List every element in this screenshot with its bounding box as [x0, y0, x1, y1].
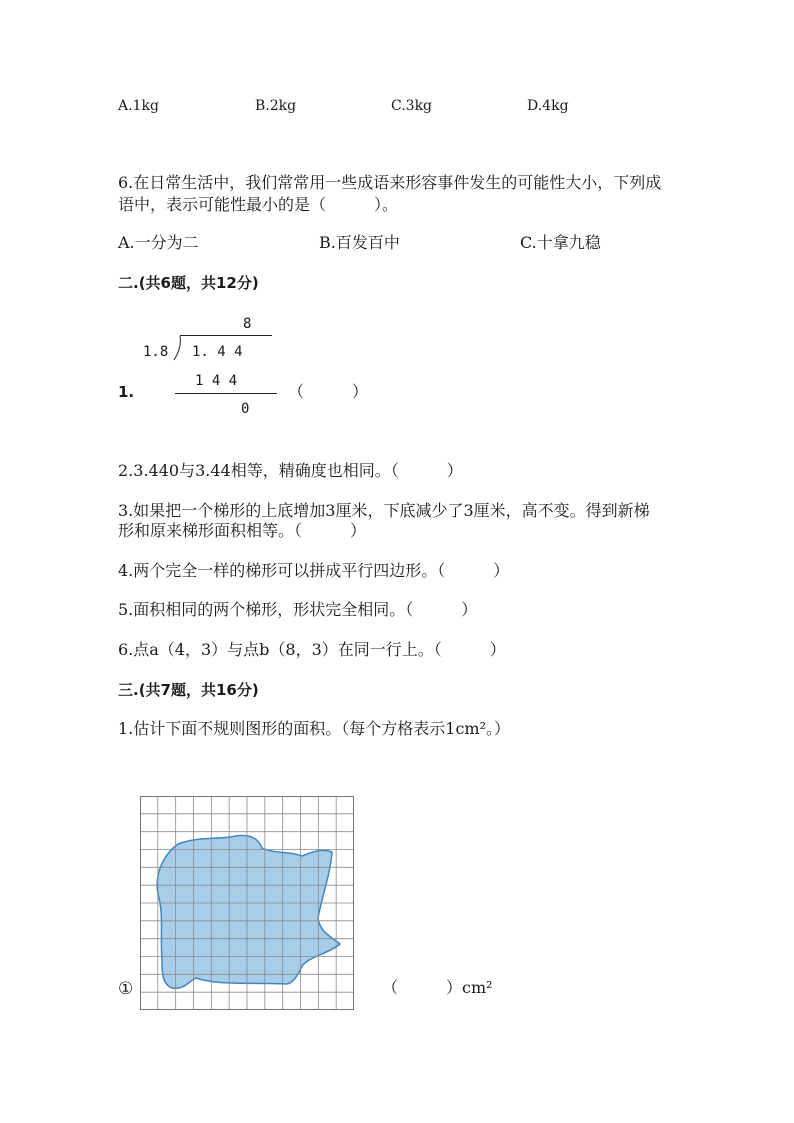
question-6-line2: 语中，表示可能性最小的是（ ）。: [118, 195, 399, 214]
q6-option-a: A.一分为二: [118, 233, 199, 252]
division-product: 1 4 4: [195, 373, 238, 389]
division-bar: [180, 335, 272, 336]
section-3-title: 三.(共7题，共16分): [118, 681, 259, 699]
division-remainder: 0: [241, 401, 250, 417]
s2-q1-answer-paren: （ ）: [288, 382, 369, 401]
section-2-title: 二.(共6题，共12分): [118, 274, 259, 292]
s2-q1-label: 1.: [118, 383, 135, 401]
option-c: C.3kg: [391, 98, 433, 114]
figure-answer: （ ）cm²: [382, 978, 493, 997]
option-d: D.4kg: [527, 98, 569, 114]
division-subtract-line: [175, 393, 277, 394]
division-dividend: 1. 4 4: [192, 344, 243, 360]
s2-question-3-line1: 3.如果把一个梯形的上底增加3厘米，下底减少了3厘米，高不变。得到新梯: [118, 501, 650, 520]
s2-question-3-line2: 形和原来梯形面积相等。（ ）: [118, 521, 367, 540]
s2-question-4: 4.两个完全一样的梯形可以拼成平行四边形。（ ）: [118, 561, 510, 580]
division-divisor: 1.8: [143, 344, 169, 360]
division-quotient: 8: [243, 316, 252, 332]
s2-question-6: 6.点a（4，3）与点b（8，3）在同一行上。（ ）: [118, 640, 506, 659]
figure-marker: ①: [118, 979, 134, 999]
s2-question-2: 2.3.440与3.44相等，精确度也相同。（ ）: [118, 461, 463, 480]
option-a: A.1kg: [118, 98, 159, 114]
question-6-line1: 6.在日常生活中，我们常常用一些成语来形容事件发生的可能性大小，下列成: [118, 173, 662, 192]
s2-question-5: 5.面积相同的两个梯形，形状完全相同。（ ）: [118, 600, 478, 619]
area-grid-figure: [140, 796, 356, 1012]
q6-option-b: B.百发百中: [319, 233, 400, 252]
s3-question-1: 1.估计下面不规则图形的面积。（每个方格表示1cm²。）: [118, 719, 510, 738]
q6-option-c: C.十拿九稳: [520, 233, 601, 252]
option-b: B.2kg: [255, 98, 297, 114]
division-bracket: [168, 335, 182, 361]
